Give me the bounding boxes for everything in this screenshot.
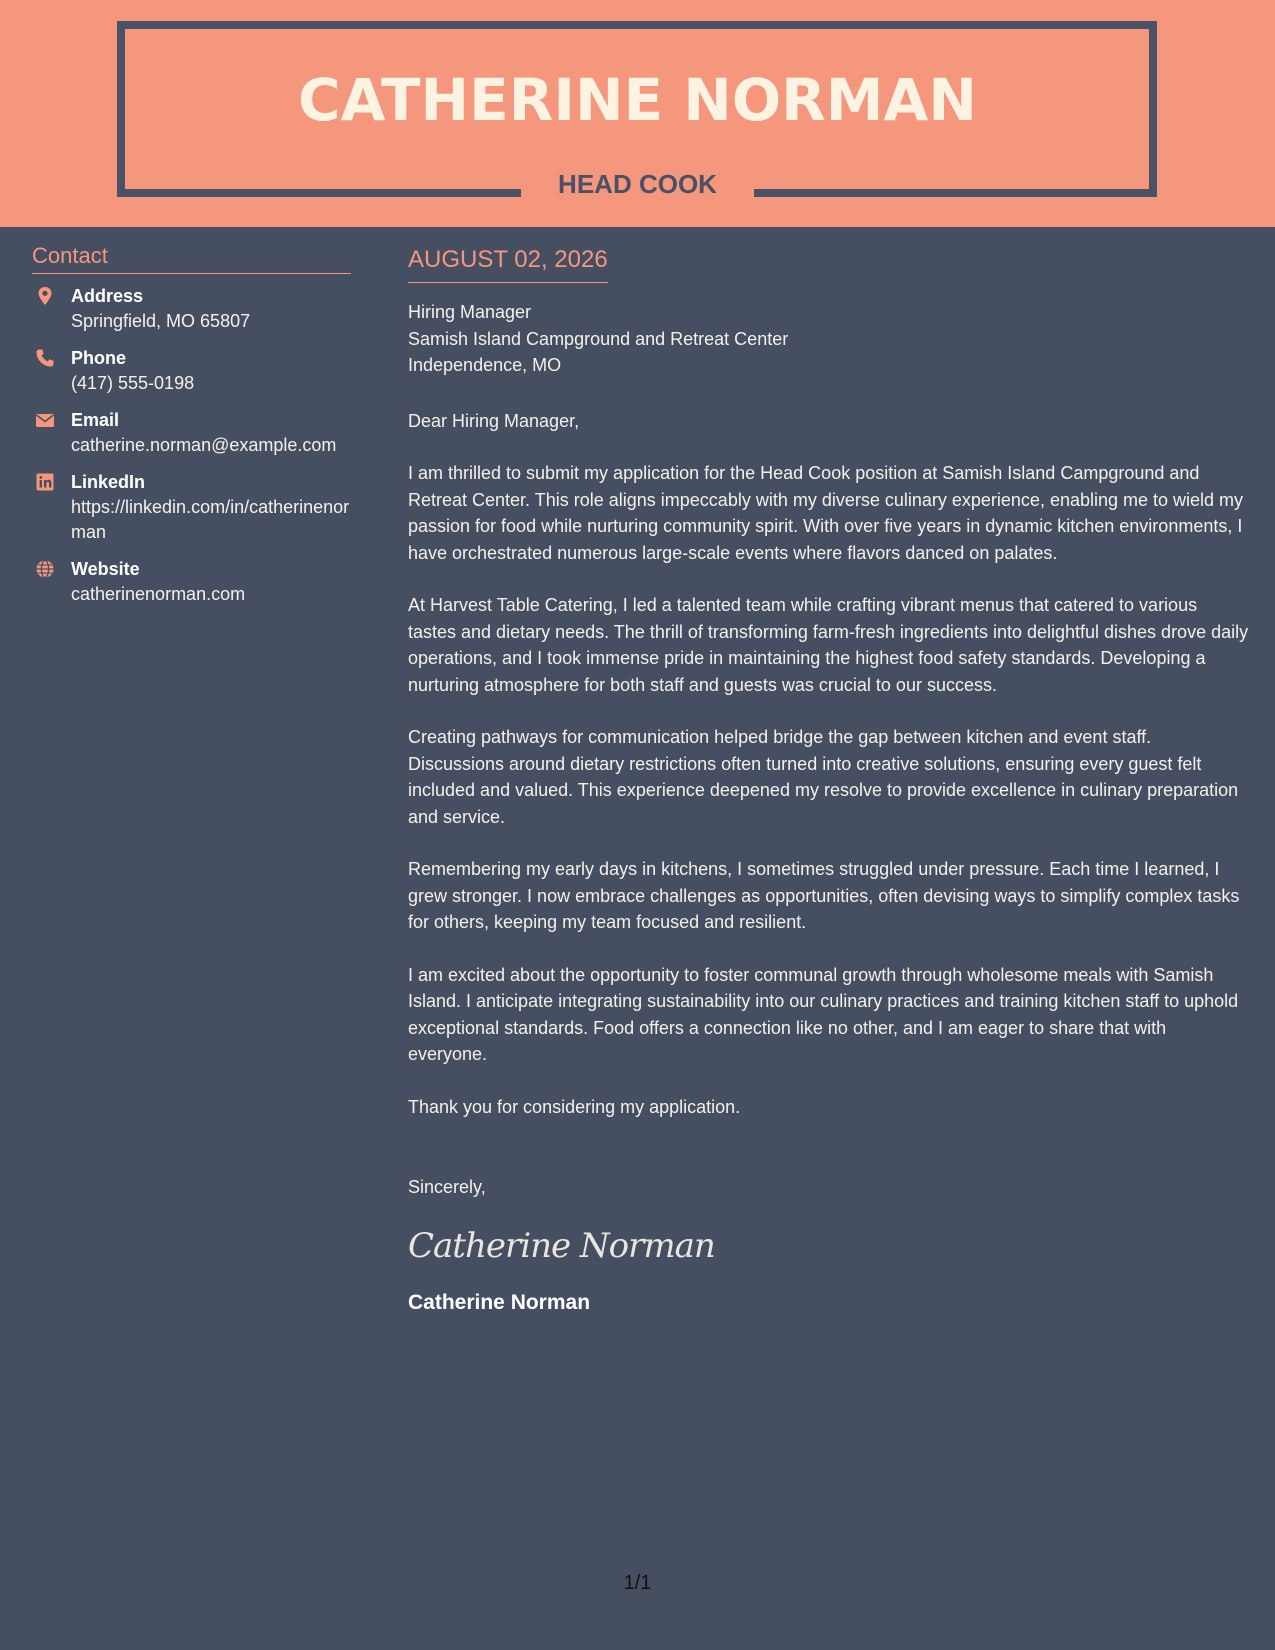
contact-item-phone xyxy=(32,346,351,396)
contact-item-address xyxy=(32,284,351,334)
contact-label: Address xyxy=(71,286,144,306)
recipient-name: Hiring Manager xyxy=(408,302,532,322)
globe-icon xyxy=(35,559,55,579)
job-title: HEAD COOK xyxy=(558,169,717,199)
envelope-icon xyxy=(35,410,55,430)
contact-label: Phone xyxy=(71,348,127,368)
letter-paragraph: I am excited about the opportunity to foster communal growth through wholesome meals with Samish Island. I anticipate integrating sustainability into our culinary practices and training kitchen staff to uphold exceptional standards. Food offers a connection like no other, and I am eager to share that with everyone. xyxy=(408,964,1239,1064)
letter-paragraph: Remembering my early days in kitchens, I sometimes struggled under pressure. Each time I learned, I grew stronger. I now embrace challenges as opportunities, often devising ways to simplify complex tasks for others, keeping my team focused and resilient. xyxy=(408,859,1240,932)
recipient-company: Samish Island Campground and Retreat Center xyxy=(408,328,789,349)
signoff: Sincerely, xyxy=(408,1177,486,1197)
contact-label: LinkedIn xyxy=(71,472,146,492)
contact-label: Website xyxy=(71,559,140,579)
contact-item-email xyxy=(32,408,351,458)
contact-value[interactable]: catherine.norman@example.com xyxy=(71,435,337,455)
contact-item-linkedin xyxy=(32,470,351,545)
handwritten-signature: Catherine Norman xyxy=(408,1225,715,1266)
recipient-block xyxy=(408,299,1250,379)
letter-body xyxy=(408,244,1250,1317)
contact-value[interactable]: catherinenorman.com xyxy=(71,584,246,604)
phone-icon xyxy=(35,348,55,368)
letter-paragraph: Creating pathways for communication helped bridge the gap between kitchen and event staff. Discussions around dietary restrictions often turned into creative solutions, ensuring every guest felt included and valued. This experience deepened my resolve to provide excellence in culinary preparation and service. xyxy=(408,727,1239,827)
contact-value: Springfield, MO 65807 xyxy=(71,311,251,331)
linkedin-icon xyxy=(35,472,55,492)
contact-value[interactable]: https://linkedin.com/in/catherinenorman xyxy=(71,497,350,542)
closing-thanks: Thank you for considering my application. xyxy=(408,1096,741,1117)
salutation: Dear Hiring Manager, xyxy=(408,410,580,431)
page-number: 1/1 xyxy=(623,1572,652,1594)
letter-paragraph: I am thrilled to submit my application for the Head Cook position at Samish Island Campground and Retreat Center. This role aligns impeccably with my diverse culinary experience, enabling me to wield my passion for food while nurturing community spirit. With over five years in dynamic kitchen environments, I have orchestrated numerous large-scale events where flavors danced on palates. xyxy=(408,463,1244,563)
letter-date: AUGUST 02, 2026 xyxy=(408,244,608,283)
candidate-name: CATHERINE NORMAN xyxy=(298,66,977,134)
letter-paragraph: At Harvest Table Catering, I led a talented team while crafting vibrant menus that catered to various tastes and dietary needs. The thrill of transforming farm-fresh ingredients into delightful dishes drove daily operations, and I took immense pride in maintaining the highest food safety standards. Developing a nurturing atmosphere for both staff and guests was crucial to our success. xyxy=(408,595,1249,695)
map-pin-icon xyxy=(35,286,55,306)
contact-label: Email xyxy=(71,410,120,430)
contact-value: (417) 555-0198 xyxy=(71,373,195,393)
contact-item-website xyxy=(32,557,351,607)
recipient-location: Independence, MO xyxy=(408,355,562,375)
signer-name: Catherine Norman xyxy=(408,1290,591,1314)
header-banner xyxy=(0,0,1275,227)
contact-sidebar xyxy=(32,241,351,619)
contact-heading: Contact xyxy=(32,241,351,274)
